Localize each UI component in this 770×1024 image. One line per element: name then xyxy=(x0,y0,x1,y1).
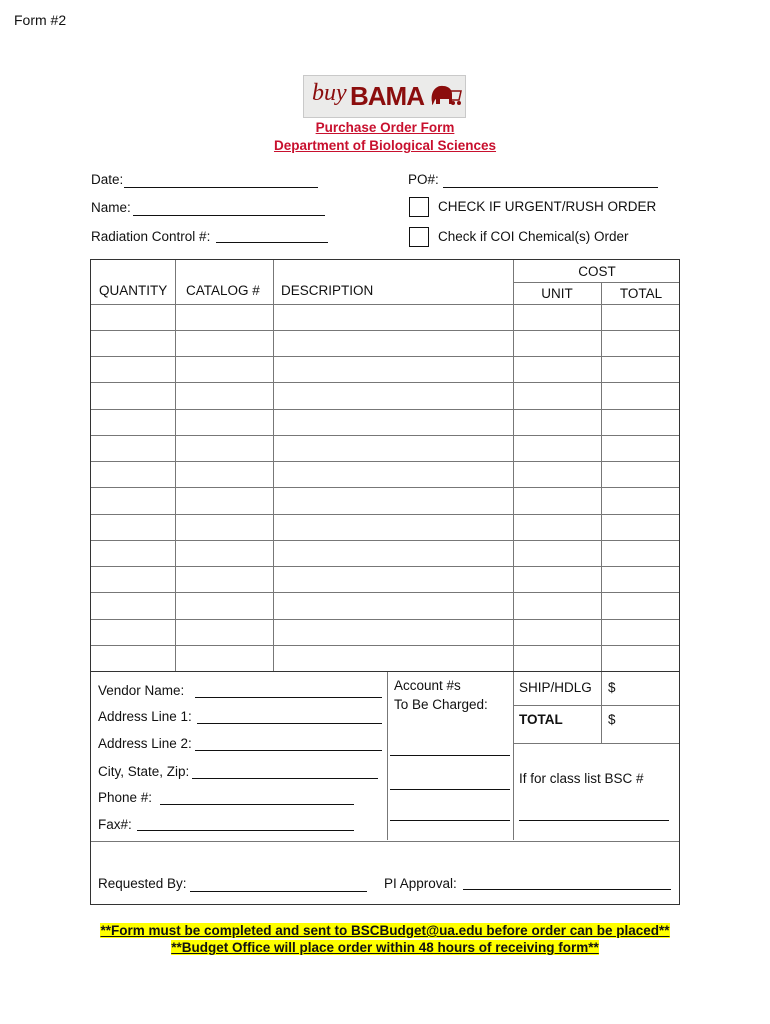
column-header-catalog: CATALOG # xyxy=(186,283,260,298)
column-header-total: TOTAL xyxy=(619,286,663,301)
department-title: Department of Biological Sciences xyxy=(273,138,497,153)
city-state-zip-label: City, State, Zip: xyxy=(98,764,190,779)
column-header-description: DESCRIPTION xyxy=(281,283,374,298)
phone-field[interactable] xyxy=(160,804,354,805)
address-line1-field[interactable] xyxy=(197,723,382,724)
budget-office-notice-text: **Budget Office will place order within 48 hours of receiving form** xyxy=(171,940,599,955)
buybama-logo xyxy=(303,75,466,118)
vendor-name-label: Vendor Name: xyxy=(98,683,185,698)
po-field[interactable] xyxy=(443,187,658,188)
date-field[interactable] xyxy=(124,187,318,188)
form-title: Purchase Order Form xyxy=(315,120,455,135)
budget-office-notice xyxy=(0,940,770,955)
account-label-charged: To Be Charged: xyxy=(394,697,488,712)
elephant-cart-icon xyxy=(428,82,462,112)
ship-handling-label: SHIP/HDLG xyxy=(519,680,592,695)
grand-total-label: TOTAL xyxy=(519,712,563,727)
city-state-zip-field[interactable] xyxy=(192,778,378,779)
requested-by-label: Requested By: xyxy=(98,876,187,891)
account-field-1[interactable] xyxy=(390,755,510,756)
form-number: Form #2 xyxy=(14,12,67,28)
phone-label: Phone #: xyxy=(98,790,153,805)
address-line2-label: Address Line 2: xyxy=(98,736,192,751)
radiation-control-field[interactable] xyxy=(216,242,328,243)
submission-notice-text: **Form must be completed and sent to BSCBudget@ua.edu before order can be placed** xyxy=(100,923,670,938)
urgent-checkbox[interactable] xyxy=(409,197,429,217)
coi-checkbox[interactable] xyxy=(409,227,429,247)
ship-handling-currency: $ xyxy=(608,680,616,695)
pi-approval-field[interactable] xyxy=(463,889,671,890)
requested-by-field[interactable] xyxy=(190,891,367,892)
grand-total-currency: $ xyxy=(608,712,616,727)
vendor-name-field[interactable] xyxy=(195,697,382,698)
pi-approval-label: PI Approval: xyxy=(384,876,457,891)
column-header-unit: UNIT xyxy=(541,286,573,301)
column-header-cost: COST xyxy=(578,264,616,279)
po-label: PO#: xyxy=(408,172,439,187)
name-field[interactable] xyxy=(133,215,325,216)
column-header-quantity: QUANTITY xyxy=(99,283,168,298)
name-label: Name: xyxy=(91,200,131,215)
account-label: Account #s xyxy=(394,678,461,693)
class-list-label: If for class list BSC # xyxy=(519,771,644,786)
items-table xyxy=(90,259,680,672)
logo-prefix: buy xyxy=(312,80,347,106)
class-list-field[interactable] xyxy=(519,820,669,821)
logo-name: BAMA xyxy=(350,81,424,111)
address-line1-label: Address Line 1: xyxy=(98,709,192,724)
coi-label: Check if COI Chemical(s) Order xyxy=(438,229,629,244)
submission-notice xyxy=(0,923,770,938)
fax-field[interactable] xyxy=(137,830,354,831)
date-label: Date: xyxy=(91,172,124,187)
radiation-control-label: Radiation Control #: xyxy=(91,229,211,244)
urgent-label: CHECK IF URGENT/RUSH ORDER xyxy=(438,199,657,214)
account-field-3[interactable] xyxy=(390,820,510,821)
account-field-2[interactable] xyxy=(390,789,510,790)
address-line2-field[interactable] xyxy=(195,750,382,751)
vendor-section xyxy=(90,671,680,905)
fax-label: Fax#: xyxy=(98,817,132,832)
